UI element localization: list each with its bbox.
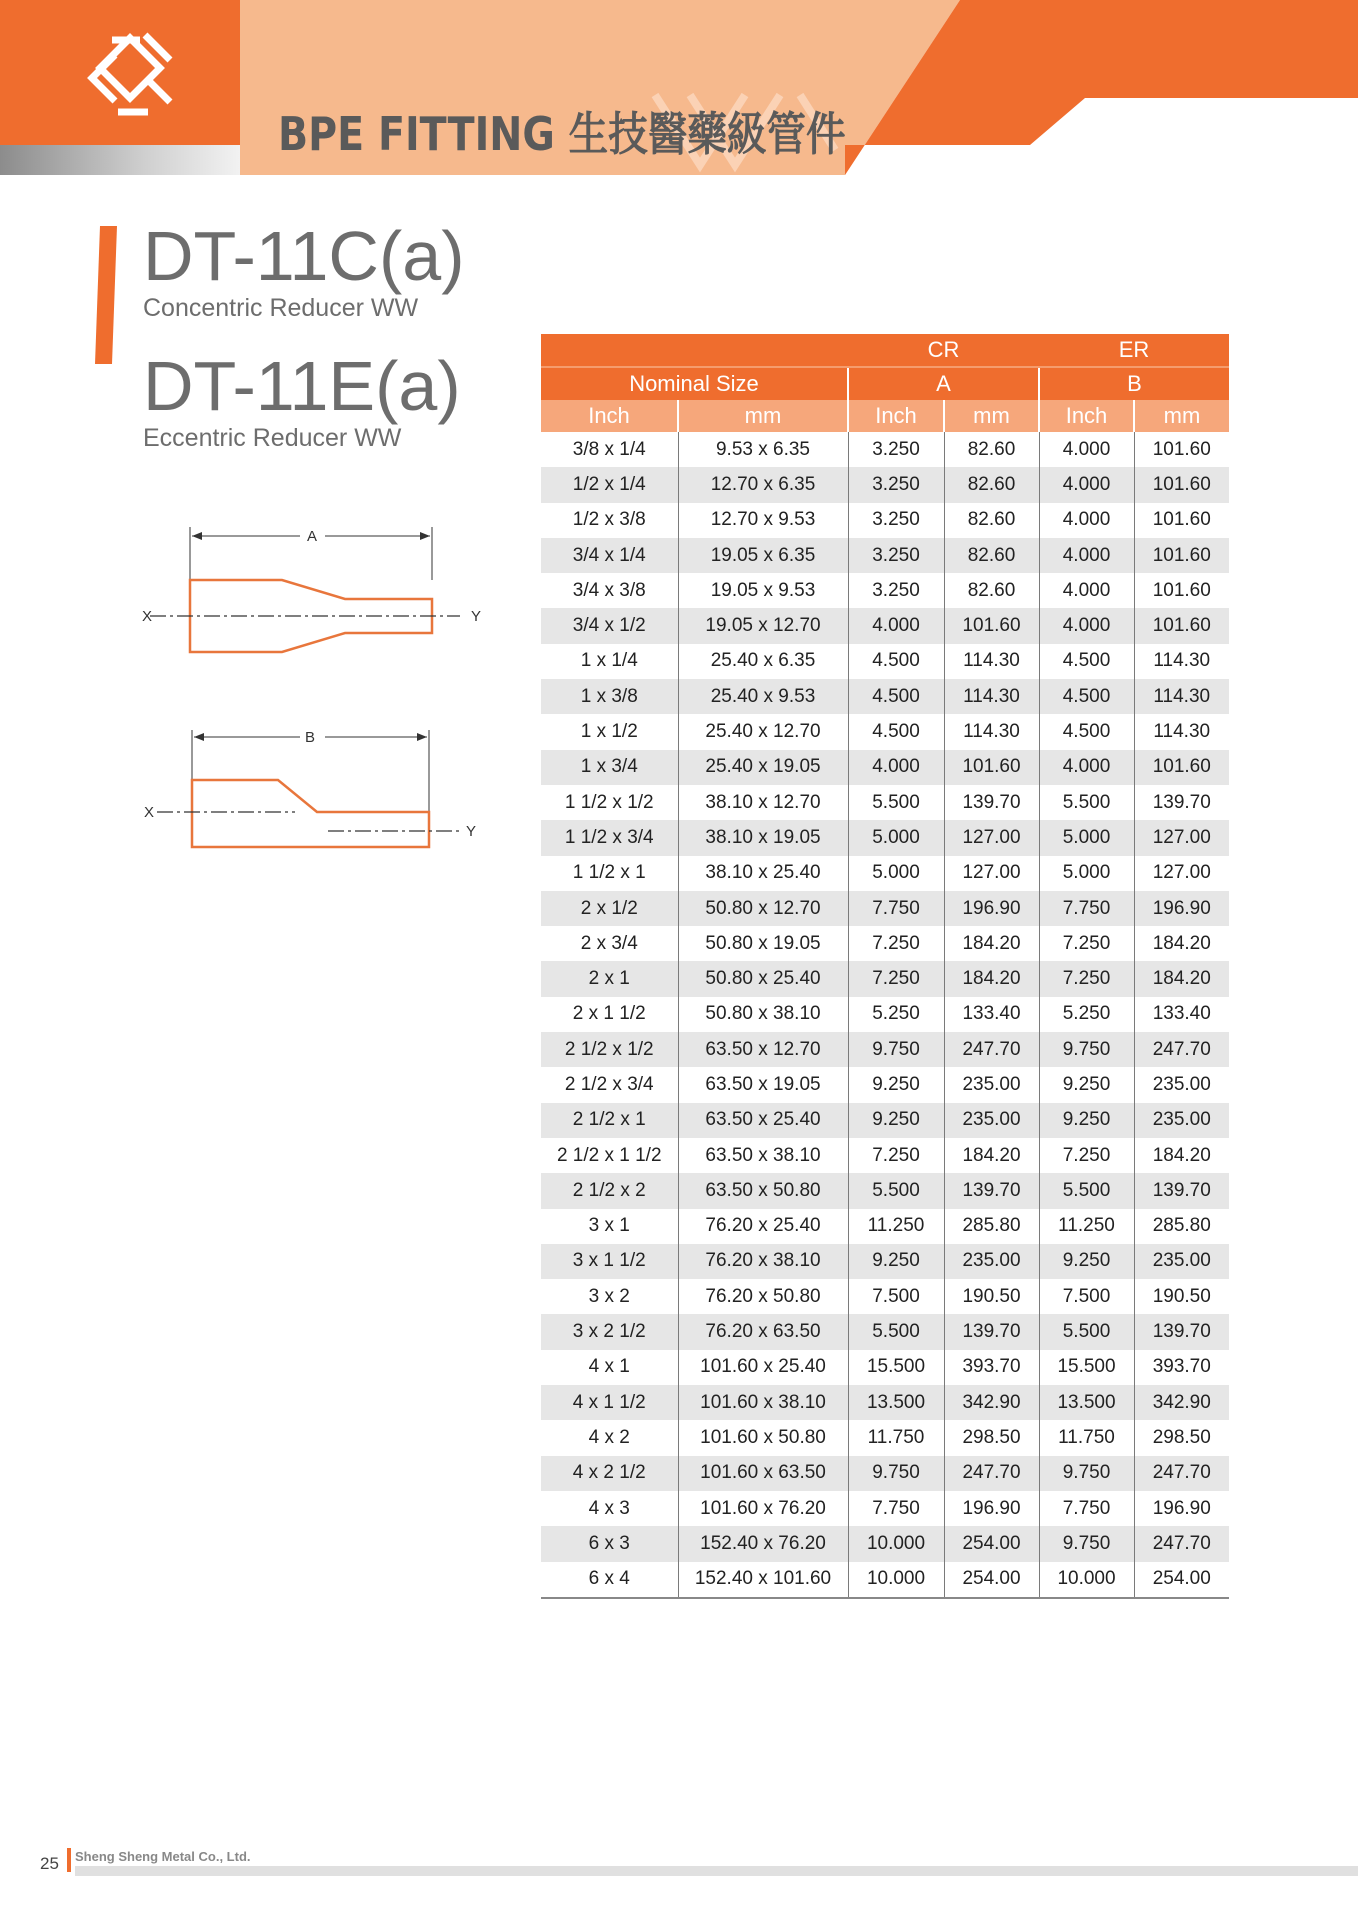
cell-nominal-inch: 1 x 1/2 — [580, 721, 638, 743]
header-unit-mm: mm — [1134, 400, 1229, 432]
cell-cr-a-inch: 5.500 — [848, 1173, 944, 1208]
table-row — [541, 961, 1229, 996]
cell-nominal-mm: 12.70 x 9.53 — [678, 503, 848, 538]
cell-nominal-inch: 6 x 3 — [541, 1526, 678, 1561]
cell-er-b-inch: 4.500 — [1039, 644, 1134, 679]
cell-er-b-inch: 4.000 — [1039, 608, 1134, 643]
cell-nominal-inch: 1 1/2 x 1/2 — [564, 791, 654, 813]
table-row — [541, 856, 1229, 891]
cell-cr-a-inch: 4.500 — [848, 679, 944, 714]
cell-er-b-mm: 342.90 — [1134, 1385, 1229, 1420]
cell-cr-a-mm: 235.00 — [944, 1103, 1039, 1138]
cell-nominal-mm: 63.50 x 12.70 — [678, 1032, 848, 1067]
footer-accent-bar — [67, 1848, 71, 1872]
table-row — [541, 573, 1229, 608]
cell-cr-a-inch: 9.250 — [848, 1244, 944, 1279]
model-code-concentric: DT-11C(a) — [143, 217, 465, 295]
cell-nominal-inch: 2 x 1 1/2 — [572, 1003, 646, 1025]
cell-er-b-inch: 4.000 — [1039, 750, 1134, 785]
cell-nominal-mm: 50.80 x 38.10 — [678, 997, 848, 1032]
cell-er-b-mm: 114.30 — [1134, 679, 1229, 714]
cell-er-b-inch: 7.250 — [1039, 961, 1134, 996]
page-number: 25 — [40, 1854, 59, 1873]
dim-label-b: B — [305, 729, 316, 746]
table-row — [541, 820, 1229, 855]
table-header-dim-row — [541, 367, 1229, 400]
cell-cr-a-mm: 82.60 — [944, 573, 1039, 608]
table-header-group-row — [541, 334, 1229, 367]
header-dim-a: A — [848, 367, 1039, 400]
header-unit-inch: Inch — [541, 400, 678, 432]
cell-cr-a-mm: 196.90 — [944, 1491, 1039, 1526]
cell-nominal-inch: 2 1/2 x 1 1/2 — [556, 1144, 662, 1166]
table-row — [541, 1385, 1229, 1420]
cell-nominal-inch: 2 1/2 x 2 — [541, 1173, 678, 1208]
cell-er-b-mm: 184.20 — [1134, 926, 1229, 961]
cell-er-b-inch: 7.750 — [1039, 1491, 1134, 1526]
cell-er-b-mm: 184.20 — [1134, 961, 1229, 996]
table-row — [541, 1138, 1229, 1173]
cell-nominal-mm: 19.05 x 9.53 — [678, 573, 848, 608]
cell-er-b-mm: 298.50 — [1134, 1420, 1229, 1455]
cell-er-b-inch: 4.000 — [1039, 432, 1134, 467]
axis-label-y: Y — [471, 608, 482, 625]
cell-nominal-inch: 4 x 1 — [588, 1356, 630, 1378]
cell-er-b-inch: 15.500 — [1039, 1350, 1134, 1385]
header-unit-mm: mm — [678, 400, 848, 432]
cell-er-b-mm: 127.00 — [1134, 820, 1229, 855]
cell-cr-a-inch: 10.000 — [848, 1562, 944, 1598]
table-row — [541, 1209, 1229, 1244]
cell-cr-a-mm: 247.70 — [944, 1456, 1039, 1491]
cell-er-b-mm: 196.90 — [1134, 891, 1229, 926]
cell-er-b-inch: 4.500 — [1039, 679, 1134, 714]
dim-label-a: A — [307, 528, 318, 545]
table-row — [541, 1314, 1229, 1349]
table-row — [541, 1456, 1229, 1491]
cell-cr-a-mm: 82.60 — [944, 503, 1039, 538]
cell-cr-a-mm: 190.50 — [944, 1279, 1039, 1314]
cell-nominal-mm: 101.60 x 63.50 — [678, 1456, 848, 1491]
cell-nominal-inch: 3/4 x 1/4 — [541, 538, 678, 573]
cell-cr-a-mm: 133.40 — [944, 997, 1039, 1032]
cell-cr-a-mm: 82.60 — [944, 432, 1039, 467]
cell-er-b-inch: 9.250 — [1039, 1103, 1134, 1138]
cell-er-b-inch: 9.750 — [1039, 1526, 1134, 1561]
cell-er-b-inch: 11.250 — [1039, 1209, 1134, 1244]
cell-cr-a-mm: 393.70 — [944, 1350, 1039, 1385]
cell-cr-a-mm: 235.00 — [944, 1067, 1039, 1102]
header-nominal-size: Nominal Size — [541, 367, 848, 400]
eccentric-reducer-outline — [192, 780, 429, 847]
table-row — [541, 1244, 1229, 1279]
cell-er-b-inch: 9.750 — [1039, 1032, 1134, 1067]
header-unit-mm: mm — [944, 400, 1039, 432]
cell-nominal-mm: 9.53 x 6.35 — [678, 432, 848, 467]
cell-cr-a-mm: 342.90 — [944, 1385, 1039, 1420]
table-row — [541, 891, 1229, 926]
cell-nominal-mm: 19.05 x 6.35 — [678, 538, 848, 573]
cell-er-b-inch: 9.750 — [1039, 1456, 1134, 1491]
cell-cr-a-mm: 114.30 — [944, 644, 1039, 679]
cell-cr-a-inch: 7.750 — [848, 891, 944, 926]
cell-cr-a-mm: 184.20 — [944, 1138, 1039, 1173]
cell-er-b-mm: 101.60 — [1134, 608, 1229, 643]
cell-nominal-mm: 152.40 x 76.20 — [678, 1526, 848, 1561]
cell-nominal-inch: 3/8 x 1/4 — [572, 438, 646, 460]
table-row — [541, 750, 1229, 785]
cell-nominal-inch: 1 x 3/4 — [541, 750, 678, 785]
table-row — [541, 503, 1229, 538]
table-row — [541, 1279, 1229, 1314]
cell-nominal-mm: 50.80 x 25.40 — [678, 961, 848, 996]
cell-nominal-inch: 3/4 x 1/2 — [541, 608, 678, 643]
table-row — [541, 644, 1229, 679]
cell-er-b-inch: 4.000 — [1039, 503, 1134, 538]
cell-cr-a-inch: 9.250 — [848, 1103, 944, 1138]
table-row — [541, 432, 1229, 467]
cell-cr-a-inch: 9.750 — [848, 1456, 944, 1491]
cell-cr-a-inch: 3.250 — [848, 432, 944, 467]
cell-er-b-mm: 235.00 — [1134, 1103, 1229, 1138]
header-blank — [541, 334, 848, 367]
table-row — [541, 1067, 1229, 1102]
cell-cr-a-mm: 285.80 — [944, 1209, 1039, 1244]
cell-cr-a-inch: 7.500 — [848, 1279, 944, 1314]
cell-cr-a-mm: 139.70 — [944, 785, 1039, 820]
cell-cr-a-inch: 7.250 — [848, 1138, 944, 1173]
cell-nominal-inch: 1/2 x 1/4 — [541, 467, 678, 502]
cell-nominal-mm: 101.60 x 76.20 — [678, 1491, 848, 1526]
cell-cr-a-inch: 5.250 — [848, 997, 944, 1032]
table-row — [541, 1526, 1229, 1561]
cell-nominal-mm: 101.60 x 25.40 — [678, 1350, 848, 1385]
cell-er-b-mm: 196.90 — [1134, 1491, 1229, 1526]
cell-nominal-mm: 25.40 x 19.05 — [678, 750, 848, 785]
cell-cr-a-inch: 11.250 — [848, 1209, 944, 1244]
cell-nominal-mm: 63.50 x 25.40 — [678, 1103, 848, 1138]
cell-er-b-inch: 4.000 — [1039, 538, 1134, 573]
cell-cr-a-inch: 7.250 — [848, 961, 944, 996]
header-banner — [0, 0, 1358, 175]
cell-cr-a-inch: 5.000 — [848, 820, 944, 855]
cell-nominal-mm: 76.20 x 25.40 — [678, 1209, 848, 1244]
cell-er-b-mm: 101.60 — [1134, 467, 1229, 502]
cell-nominal-inch: 4 x 2 — [588, 1426, 630, 1448]
cell-er-b-mm: 127.00 — [1134, 856, 1229, 891]
cell-nominal-mm: 63.50 x 38.10 — [678, 1138, 848, 1173]
cell-cr-a-inch: 11.750 — [848, 1420, 944, 1455]
cell-nominal-inch: 2 x 1 — [541, 961, 678, 996]
table-row — [541, 1491, 1229, 1526]
cell-nominal-mm: 76.20 x 63.50 — [678, 1314, 848, 1349]
cell-er-b-inch: 5.000 — [1039, 820, 1134, 855]
axis-label-x: X — [142, 608, 153, 625]
header-cr: CR — [848, 334, 1039, 367]
cell-cr-a-mm: 196.90 — [944, 891, 1039, 926]
concentric-reducer-diagram — [130, 520, 490, 660]
cell-er-b-inch: 4.000 — [1039, 573, 1134, 608]
cell-cr-a-mm: 184.20 — [944, 961, 1039, 996]
cell-er-b-mm: 139.70 — [1134, 785, 1229, 820]
cell-nominal-mm: 101.60 x 38.10 — [678, 1385, 848, 1420]
cell-nominal-mm: 25.40 x 6.35 — [678, 644, 848, 679]
cell-er-b-mm: 190.50 — [1134, 1279, 1229, 1314]
table-row — [541, 1562, 1229, 1598]
cell-nominal-mm: 38.10 x 19.05 — [678, 820, 848, 855]
cell-er-b-inch: 5.500 — [1039, 1314, 1134, 1349]
cell-nominal-inch: 1 x 1/4 — [580, 650, 638, 672]
cell-nominal-inch: 1/2 x 3/8 — [572, 509, 646, 531]
cell-er-b-inch: 5.500 — [1039, 785, 1134, 820]
cell-nominal-mm: 12.70 x 6.35 — [678, 467, 848, 502]
cell-cr-a-inch: 5.500 — [848, 785, 944, 820]
company-name: Sheng Sheng Metal Co., Ltd. — [75, 1849, 251, 1864]
cell-er-b-inch: 11.750 — [1039, 1420, 1134, 1455]
cell-nominal-mm: 63.50 x 50.80 — [678, 1173, 848, 1208]
axis-label-y: Y — [466, 823, 477, 840]
header-unit-inch: Inch — [1039, 400, 1134, 432]
cell-er-b-mm: 114.30 — [1134, 644, 1229, 679]
cell-er-b-inch: 5.500 — [1039, 1173, 1134, 1208]
cell-cr-a-mm: 114.30 — [944, 679, 1039, 714]
cell-er-b-mm: 101.60 — [1134, 750, 1229, 785]
cell-er-b-mm: 133.40 — [1134, 997, 1229, 1032]
cell-cr-a-inch: 5.000 — [848, 856, 944, 891]
cell-er-b-mm: 247.70 — [1134, 1032, 1229, 1067]
cell-nominal-inch: 4 x 2 1/2 — [541, 1456, 678, 1491]
cell-er-b-mm: 184.20 — [1134, 1138, 1229, 1173]
eccentric-reducer-diagram — [135, 720, 495, 860]
table-row — [541, 1350, 1229, 1385]
dimension-table — [541, 334, 1229, 1599]
cell-cr-a-mm: 101.60 — [944, 608, 1039, 643]
cell-nominal-mm: 38.10 x 25.40 — [678, 856, 848, 891]
cell-er-b-mm: 114.30 — [1134, 714, 1229, 749]
cell-cr-a-mm: 139.70 — [944, 1314, 1039, 1349]
cell-cr-a-mm: 114.30 — [944, 714, 1039, 749]
cell-er-b-mm: 139.70 — [1134, 1173, 1229, 1208]
table-header-unit-row — [541, 400, 1229, 432]
cell-cr-a-mm: 254.00 — [944, 1526, 1039, 1561]
cell-er-b-inch: 5.000 — [1039, 856, 1134, 891]
cell-nominal-mm: 50.80 x 12.70 — [678, 891, 848, 926]
footer-divider — [75, 1866, 1358, 1876]
header-unit-inch: Inch — [848, 400, 944, 432]
header-title: BPE FITTING 生技醫藥級管件 — [278, 107, 846, 161]
cell-er-b-inch: 4.500 — [1039, 714, 1134, 749]
cell-er-b-inch: 10.000 — [1039, 1562, 1134, 1598]
cell-cr-a-inch: 3.250 — [848, 573, 944, 608]
table-row — [541, 785, 1229, 820]
cell-nominal-mm: 76.20 x 38.10 — [678, 1244, 848, 1279]
table-row — [541, 714, 1229, 749]
cell-nominal-inch: 2 1/2 x 1/2 — [541, 1032, 678, 1067]
cell-cr-a-inch: 4.000 — [848, 750, 944, 785]
cell-nominal-mm: 63.50 x 19.05 — [678, 1067, 848, 1102]
cell-cr-a-inch: 4.500 — [848, 714, 944, 749]
cell-cr-a-inch: 7.750 — [848, 1491, 944, 1526]
cell-er-b-inch: 13.500 — [1039, 1385, 1134, 1420]
cell-cr-a-inch: 4.000 — [848, 608, 944, 643]
cell-nominal-inch: 4 x 1 1/2 — [541, 1385, 678, 1420]
table-row — [541, 926, 1229, 961]
cell-nominal-inch: 2 x 1/2 — [541, 891, 678, 926]
table-row — [541, 608, 1229, 643]
cell-cr-a-inch: 4.500 — [848, 644, 944, 679]
cell-cr-a-inch: 9.250 — [848, 1067, 944, 1102]
cell-cr-a-inch: 7.250 — [848, 926, 944, 961]
cell-cr-a-inch: 13.500 — [848, 1385, 944, 1420]
cell-nominal-mm: 25.40 x 9.53 — [678, 679, 848, 714]
cell-cr-a-mm: 127.00 — [944, 820, 1039, 855]
cell-nominal-inch: 3 x 1 1/2 — [541, 1244, 678, 1279]
cell-cr-a-inch: 3.250 — [848, 538, 944, 573]
cell-cr-a-inch: 15.500 — [848, 1350, 944, 1385]
cell-nominal-inch: 2 x 3/4 — [580, 932, 638, 954]
cell-nominal-mm: 76.20 x 50.80 — [678, 1279, 848, 1314]
table-row — [541, 1103, 1229, 1138]
table-row — [541, 997, 1229, 1032]
cell-nominal-inch: 1 1/2 x 3/4 — [541, 820, 678, 855]
cell-cr-a-mm: 139.70 — [944, 1173, 1039, 1208]
cell-er-b-inch: 7.250 — [1039, 1138, 1134, 1173]
cell-nominal-inch: 3 x 2 1/2 — [541, 1314, 678, 1349]
header-dim-b: B — [1039, 367, 1229, 400]
table-body — [541, 432, 1229, 1598]
cell-nominal-inch: 1 x 3/8 — [541, 679, 678, 714]
cell-nominal-inch: 3/4 x 3/8 — [572, 579, 646, 601]
cell-nominal-mm: 25.40 x 12.70 — [678, 714, 848, 749]
header-er: ER — [1039, 334, 1229, 367]
cell-er-b-inch: 7.750 — [1039, 891, 1134, 926]
cell-cr-a-mm: 82.60 — [944, 467, 1039, 502]
cell-er-b-inch: 9.250 — [1039, 1067, 1134, 1102]
cell-nominal-mm: 19.05 x 12.70 — [678, 608, 848, 643]
table-row — [541, 1173, 1229, 1208]
cell-cr-a-mm: 247.70 — [944, 1032, 1039, 1067]
cell-er-b-mm: 247.70 — [1134, 1526, 1229, 1561]
cell-cr-a-inch: 10.000 — [848, 1526, 944, 1561]
cell-nominal-inch: 3 x 2 — [588, 1285, 630, 1307]
cell-nominal-mm: 50.80 x 19.05 — [678, 926, 848, 961]
table-row — [541, 679, 1229, 714]
cell-cr-a-mm: 184.20 — [944, 926, 1039, 961]
cell-cr-a-inch: 3.250 — [848, 503, 944, 538]
cell-cr-a-inch: 9.750 — [848, 1032, 944, 1067]
cell-er-b-inch: 7.250 — [1039, 926, 1134, 961]
table-row — [541, 1420, 1229, 1455]
cell-er-b-inch: 4.000 — [1039, 467, 1134, 502]
cell-er-b-inch: 7.500 — [1039, 1279, 1134, 1314]
cell-cr-a-mm: 101.60 — [944, 750, 1039, 785]
cell-nominal-inch: 6 x 4 — [541, 1562, 678, 1598]
model-code-eccentric: DT-11E(a) — [143, 347, 461, 425]
cell-cr-a-mm: 127.00 — [944, 856, 1039, 891]
title-accent-bar — [95, 226, 117, 364]
cell-er-b-mm: 254.00 — [1134, 1562, 1229, 1598]
cell-er-b-inch: 9.250 — [1039, 1244, 1134, 1279]
cell-nominal-inch: 2 1/2 x 1 — [541, 1103, 678, 1138]
cell-er-b-mm: 235.00 — [1134, 1244, 1229, 1279]
cell-nominal-mm: 152.40 x 101.60 — [678, 1562, 848, 1598]
cell-cr-a-mm: 254.00 — [944, 1562, 1039, 1598]
axis-label-x: X — [144, 804, 155, 821]
cell-nominal-inch: 1 1/2 x 1 — [572, 862, 646, 884]
table-row — [541, 1032, 1229, 1067]
cell-nominal-inch: 2 1/2 x 3/4 — [564, 1073, 654, 1095]
table-row — [541, 538, 1229, 573]
cell-er-b-mm: 139.70 — [1134, 1314, 1229, 1349]
cell-nominal-mm: 101.60 x 50.80 — [678, 1420, 848, 1455]
cell-er-b-inch: 5.250 — [1039, 997, 1134, 1032]
cell-er-b-mm: 285.80 — [1134, 1209, 1229, 1244]
cell-nominal-mm: 38.10 x 12.70 — [678, 785, 848, 820]
cell-nominal-inch: 3 x 1 — [588, 1215, 630, 1237]
cell-nominal-inch: 4 x 3 — [588, 1497, 630, 1519]
cell-er-b-mm: 101.60 — [1134, 503, 1229, 538]
cell-er-b-mm: 101.60 — [1134, 432, 1229, 467]
cell-cr-a-inch: 5.500 — [848, 1314, 944, 1349]
cell-cr-a-mm: 298.50 — [944, 1420, 1039, 1455]
cell-cr-a-inch: 3.250 — [848, 467, 944, 502]
cell-cr-a-mm: 235.00 — [944, 1244, 1039, 1279]
model-name-concentric: Concentric Reducer WW — [143, 294, 419, 322]
cell-er-b-mm: 101.60 — [1134, 573, 1229, 608]
cell-er-b-mm: 247.70 — [1134, 1456, 1229, 1491]
cell-er-b-mm: 235.00 — [1134, 1067, 1229, 1102]
cell-er-b-mm: 393.70 — [1134, 1350, 1229, 1385]
cell-er-b-mm: 101.60 — [1134, 538, 1229, 573]
model-name-eccentric: Eccentric Reducer WW — [143, 424, 402, 452]
cell-cr-a-mm: 82.60 — [944, 538, 1039, 573]
table-row — [541, 467, 1229, 502]
